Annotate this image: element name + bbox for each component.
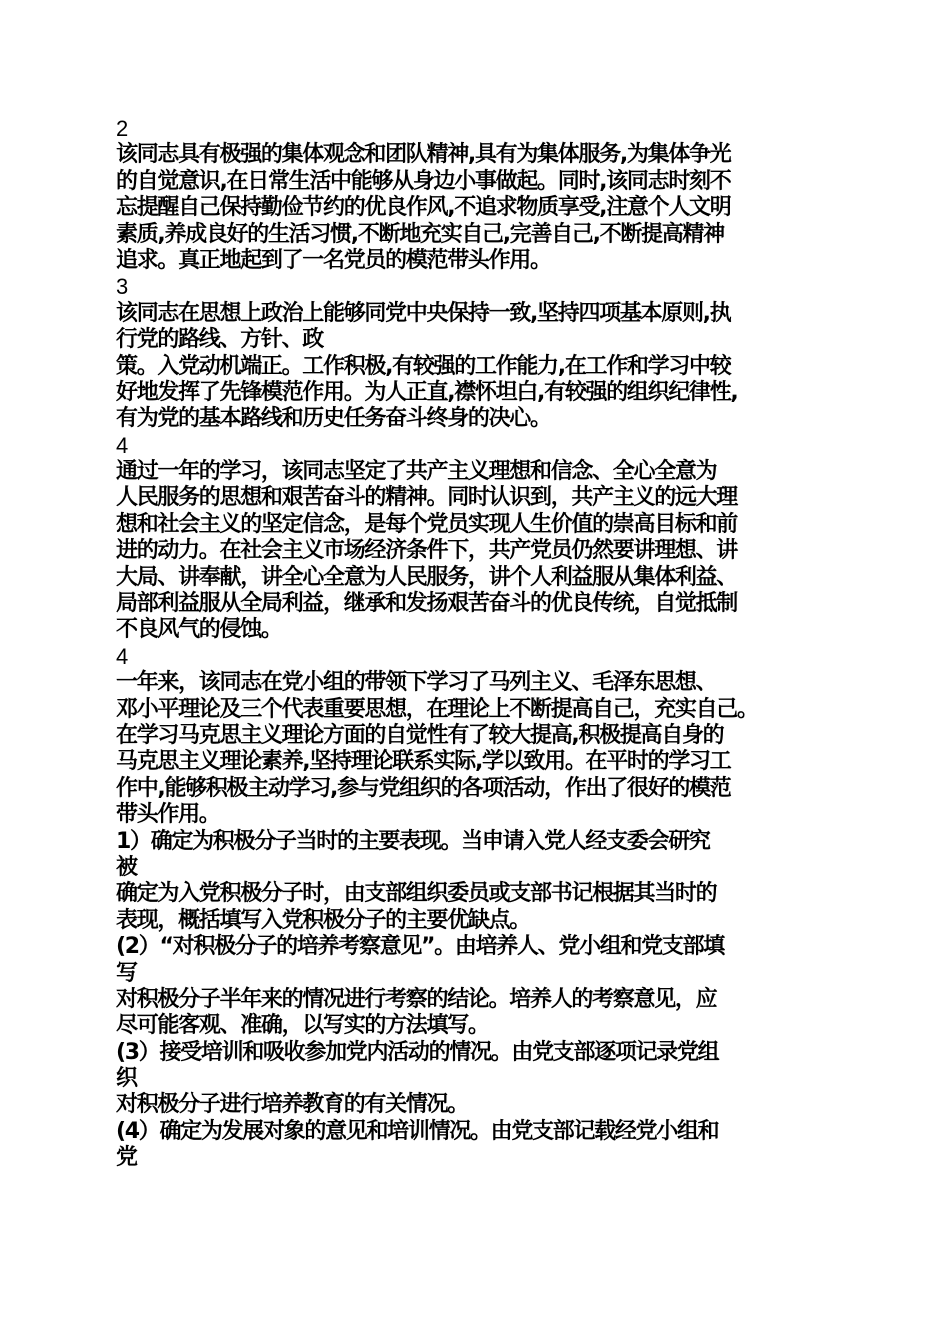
text-line: (4）确定为发展对象的意见和培训情况。由党支部记载经党小组和	[116, 1118, 719, 1144]
text-line: 策。入党动机端正。工作积极,有较强的工作能力,在工作和学习中较	[116, 353, 731, 379]
text-line: 一年来，该同志在党小组的带领下学习了马列主义、毛泽东思想、	[116, 670, 717, 696]
text-line: 1）确定为积极分子当时的主要表现。当申请入党人经支委会研究	[116, 828, 710, 854]
text-line: 邓小平理论及三个代表重要思想，在理论上不断提高自己，充实自己。	[116, 696, 758, 722]
section-number: 4	[116, 643, 129, 669]
section-number: 4	[116, 432, 129, 458]
text-line: 忘提醒自己保持勤俭节约的优良作风,不追求物质享受,注意个人文明	[116, 195, 731, 221]
text-line: 有为党的基本路线和历史任务奋斗终身的决心。	[116, 406, 551, 432]
document-body	[116, 116, 844, 1172]
text-line: 行党的路线、方针、政	[116, 327, 324, 353]
text-line: 大局、讲奉献，讲全心全意为人民服务，讲个人利益服从集体利益、	[116, 564, 738, 590]
text-line: 马克思主义理论素养,坚持理论联系实际,学以致用。在平时的学习工	[116, 749, 731, 775]
text-line: 表现，概括填写入党积极分子的主要优缺点。	[116, 907, 531, 933]
text-line: (3）接受培训和吸收参加党内活动的情况。由党支部逐项记录党组	[116, 1039, 719, 1065]
text-line: 该同志具有极强的集体观念和团队精神,具有为集体服务,为集体争光	[116, 142, 731, 168]
text-line: 党	[116, 1145, 137, 1171]
text-line: 追求。真正地起到了一名党员的模范带头作用。	[116, 247, 551, 273]
text-line: 素质,养成良好的生活习惯,不断地充实自己,完善自己,不断提高精神	[116, 221, 724, 247]
text-line: 通过一年的学习，该同志坚定了共产主义理想和信念、全心全意为	[116, 459, 717, 485]
text-line: 带头作用。	[116, 802, 220, 828]
text-line: 该同志在思想上政治上能够同党中央保持一致,坚持四项基本原则,执	[116, 300, 731, 326]
text-line: 在学习马克思主义理论方面的自觉性有了较大提高,积极提高自身的	[116, 722, 724, 748]
text-line: 被	[116, 854, 137, 880]
section-number: 3	[116, 274, 129, 300]
text-line: 好地发挥了先锋模范作用。为人正直,襟怀坦白,有较强的组织纪律性,	[116, 379, 738, 405]
text-line: 不良风气的侵蚀。	[116, 617, 282, 643]
text-line: 写	[116, 960, 137, 986]
text-line: 织	[116, 1066, 137, 1092]
text-line: 对积极分子半年来的情况进行考察的结论。培养人的考察意见，应	[116, 986, 717, 1012]
text-line: 进的动力。在社会主义市场经济条件下，共产党员仍然要讲理想、讲	[116, 538, 738, 564]
text-line: 局部利益服从全局利益，继承和发扬艰苦奋斗的优良传统，自觉抵制	[116, 591, 738, 617]
text-line: 想和社会主义的坚定信念，是每个党员实现人生价值的崇高目标和前	[116, 511, 738, 537]
text-line: 对积极分子进行培养教育的有关情况。	[116, 1092, 468, 1118]
text-line: 作中,能够积极主动学习,参与党组织的各项活动，作出了很好的模范	[116, 775, 731, 801]
text-line: 尽可能客观、准确，以写实的方法填写。	[116, 1013, 489, 1039]
section-number: 2	[116, 116, 129, 141]
text-line: 确定为入党积极分子时，由支部组织委员或支部书记根据其当时的	[116, 881, 717, 907]
text-line: 人民服务的思想和艰苦奋斗的精神。同时认识到，共产主义的远大理	[116, 485, 738, 511]
text-line: (2）“对积极分子的培养考察意见”。由培养人、党小组和党支部填	[116, 934, 724, 960]
text-line: 的自觉意识,在日常生活中能够从身边小事做起。同时,该同志时刻不	[116, 168, 731, 194]
